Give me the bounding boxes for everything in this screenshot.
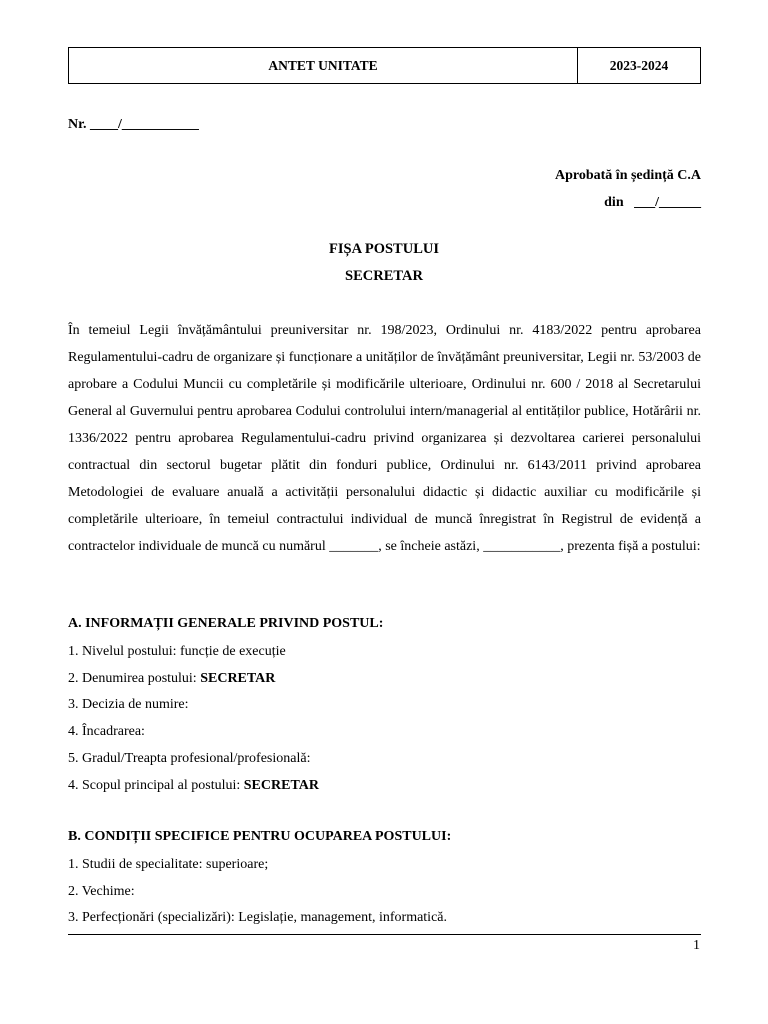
section-b-list (68, 852, 447, 932)
list-item: 3. Perfecționări (specializări): Legislație, management, informatică. (68, 910, 447, 926)
header-table (68, 47, 701, 84)
header-year-cell: 2023-2024 (609, 57, 669, 73)
section-a-list (68, 639, 319, 799)
document-title: FIȘA POSTULUI (329, 241, 439, 257)
list-item: 2. Denumirea postului: SECRETAR (68, 670, 276, 686)
list-item: 1. Studii de specialitate: superioare; (68, 857, 269, 872)
intro-paragraph: În temeiul Legii învățământului preuniversitar nr. 198/2023, Ordinului nr. 4183/2022 pentru aprobarea Regulamentului-cadru de organizare și funcționare a unităților de învățământ preuniversitar, Legii nr. 53/2003 de aprobare a Codului Muncii cu completările și modificările ulterioare, Ordinului nr. 600 / 2018 al Secretarului General al Guvernului pentru aprobarea Codului controlului intern/managerial al entităților publice, Hotărârii nr. 1336/2022 pentru aprobarea Regulamentului-cadru privind organizarea și dezvoltarea carierei personalului contractual din sectorul bugetar plătit din fonduri publice, Ordinului nr. 6143/2011 privind aprobarea Metodologiei de evaluare anuală a activității personalului didactic și didactic auxiliar cu modificările și completările ulterioare, în temeiul contractului individual de muncă înregistrat în Registrul de evidență a contractelor individuale de muncă cu numărul _______, se încheie astăzi, ___________, prezenta fișă a postului: (68, 323, 701, 554)
document-subtitle: SECRETAR (345, 268, 423, 284)
list-item: 4. Scopul principal al postului: SECRETAR (68, 777, 319, 793)
list-item: 4. Încadrarea: (68, 724, 145, 740)
list-item: 1. Nivelul postului: funcție de execuție (68, 644, 286, 659)
list-item: 2. Vechime: (68, 883, 135, 899)
header-unit-cell: ANTET UNITATE (69, 48, 578, 83)
list-item: 3. Decizia de numire: (68, 697, 189, 713)
approval-line-1: Aprobată în ședință C.A (555, 168, 701, 183)
section-a-title: A. INFORMAȚII GENERALE PRIVIND POSTUL: (68, 616, 384, 631)
approval-line-2: din ___/______ (604, 195, 701, 210)
document-number: Nr. ____/___________ (68, 117, 199, 132)
page-number: 1 (693, 938, 700, 953)
approval-block (555, 162, 701, 216)
footer-divider (68, 934, 701, 935)
section-b-title: B. CONDIȚII SPECIFICE PENTRU OCUPAREA POSTULUI: (68, 829, 452, 844)
list-item: 5. Gradul/Treapta profesional/profesională: (68, 750, 311, 766)
